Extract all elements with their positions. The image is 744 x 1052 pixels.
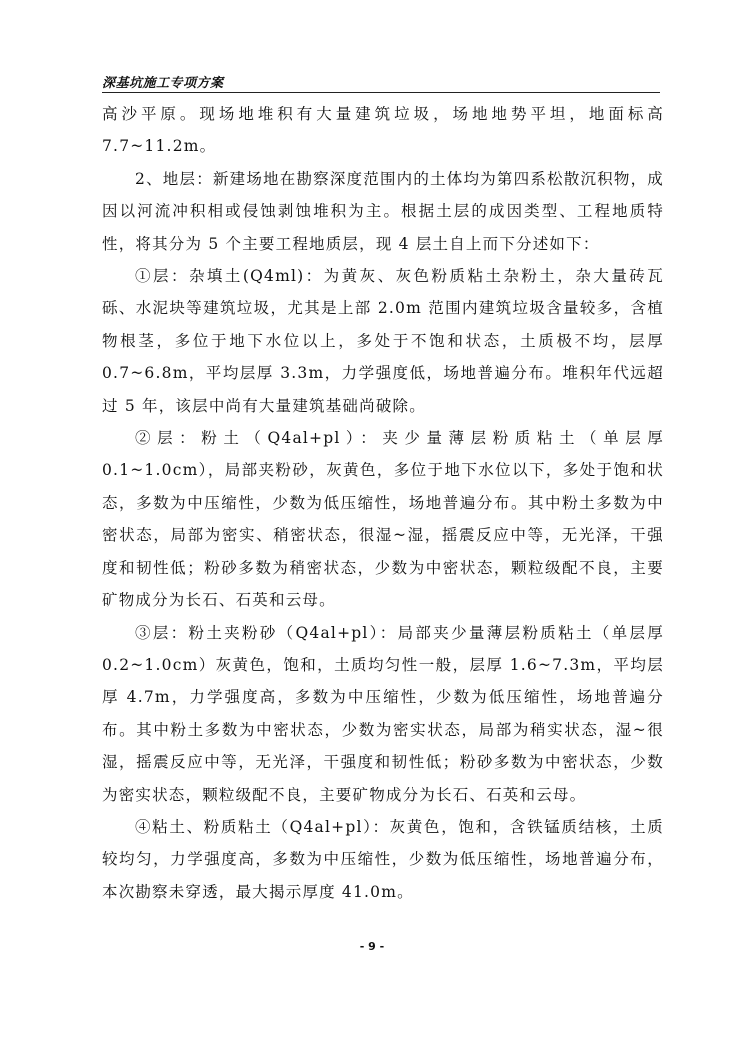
- page-number: - 9 -: [359, 940, 385, 953]
- document-title: 深基坑施工专项方案: [102, 76, 224, 91]
- paragraph-layer-2: ②层：粉土（Q4al+pl）：夹少量薄层粉质粘土（单层厚 0.1~1.0cm），局部夹粉砂，灰黄色，多位于地下水位以下，多处于饱和状态，多数为中压缩性，少数为低压缩性，场地普遍分布。其中粉土多数为中密状态，局部为密实、稍密状态，很湿~湿，摇震反应中等，无光泽，干强度和韧性低；粉砂多数为稍密状态，少数为中密状态，颗粒级配不良，主要矿物成分为长石、石英和云母。: [102, 429, 664, 610]
- paragraph-site-description: 高沙平原。现场地堆积有大量建筑垃圾，场地地势平坦，地面标高7.7~11.2m。: [102, 105, 664, 156]
- paragraph-layer-1: ①层：杂填土(Q4ml)：为黄灰、灰色粉质粘土杂粉土，杂大量砖瓦砾、水泥块等建筑垃圾，尤其是上部 2.0m 范围内建筑垃圾含量较多，含植物根茎，多位于地下水位以上，多处于不饱和状态，土质极不均，层厚 0.7~6.8m，平均层厚 3.3m，力学强度低，场地普遍分布。堆积年代远超过 5 年，该层中尚有大量建筑基础尚破除。: [102, 267, 664, 415]
- paragraph-layer-3: ③层：粉土夹粉砂（Q4al+pl）：局部夹少量薄层粉质粘土（单层厚 0.2~1.0cm）灰黄色，饱和，土质均匀性一般，层厚 1.6~7.3m，平均层厚 4.7m，力学强度高，多数为中压缩性，少数为低压缩性，场地普遍分布。其中粉土多数为中密状态，少数为密实状态，局部为稍实状态，湿~很湿，摇震反应中等，无光泽，干强度和韧性低；粉砂多数为中密状态，少数为密实状态，颗粒级配不良，主要矿物成分为长石、石英和云母。: [102, 623, 664, 804]
- body-text: [102, 98, 664, 908]
- paragraph-layer-4: ④粘土、粉质粘土（Q4al+pl）：灰黄色，饱和，含铁锰质结核，土质较均匀，力学强度高，多数为中压缩性，少数为低压缩性，场地普遍分布，本次勘察未穿透，最大揭示厚度 41.0m。: [102, 817, 664, 901]
- page-header: [102, 70, 660, 93]
- paragraph-strata-overview: 2、地层：新建场地在勘察深度范围内的土体均为第四系松散沉积物，成因以河流冲积相或侵蚀剥蚀堆积为主。根据土层的成因类型、工程地质特性，将其分为 5 个主要工程地质层，现 4 层土自上而下分述如下：: [102, 169, 664, 253]
